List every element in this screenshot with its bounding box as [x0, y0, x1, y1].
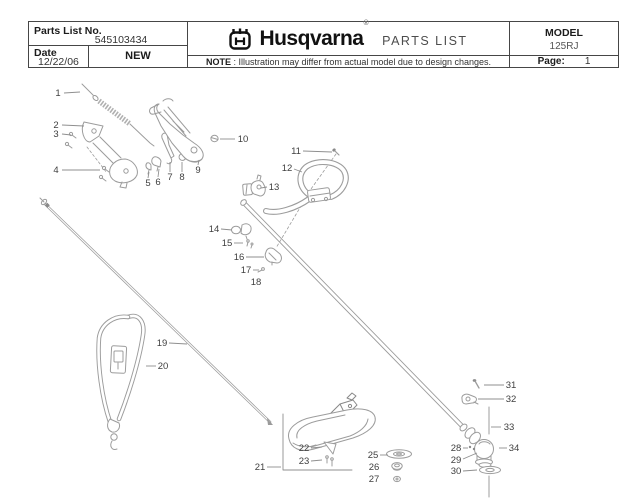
part-nut-10	[211, 135, 218, 141]
brand-cell	[188, 19, 509, 55]
husqvarna-crown-icon	[229, 28, 251, 50]
part-handle-half-left	[82, 122, 137, 188]
part-trigger-6	[152, 157, 161, 171]
model-cell	[509, 22, 618, 55]
callout-leader-29	[463, 453, 477, 459]
callout-number-33: 33	[503, 422, 515, 434]
part-nut-26	[392, 463, 402, 471]
part-screws-15	[247, 240, 253, 248]
part-shaft-tube	[240, 199, 469, 433]
part-clamp-14	[232, 224, 252, 239]
part-trigger-lock-5	[146, 163, 151, 174]
part-gear-head	[463, 407, 500, 497]
callout-leader-23	[311, 460, 322, 461]
note-label: NOTE	[206, 56, 232, 67]
callout-number-14: 14	[208, 224, 220, 236]
parts-list-label: Parts List No.	[34, 25, 102, 37]
callout-number-3: 3	[53, 129, 59, 141]
callout-leader-30	[463, 470, 477, 471]
callout-number-17: 17	[240, 265, 252, 277]
status-cell	[89, 46, 188, 67]
callout-number-20: 20	[157, 361, 169, 373]
note-bar	[188, 55, 509, 67]
document-title: PARTS LIST	[382, 33, 468, 48]
callout-leader-19	[169, 343, 187, 344]
callout-number-30: 30	[450, 466, 462, 478]
callout-number-26: 26	[368, 462, 380, 474]
callout-number-18: 18	[250, 277, 262, 289]
callout-number-5: 5	[145, 178, 151, 190]
callout-number-29: 29	[450, 455, 462, 467]
note-text: : Illustration may differ from actual model due to design changes.	[231, 56, 491, 67]
part-screws-4	[99, 166, 109, 181]
callout-number-10: 10	[237, 134, 249, 146]
callout-leader-14	[221, 229, 232, 230]
callout-number-13: 13	[268, 182, 280, 194]
registered-trademark: ®	[363, 19, 369, 27]
page-cell	[509, 55, 618, 67]
callout-leader-11	[303, 151, 332, 152]
brand-wordmark: Husqvarna®	[259, 19, 369, 50]
callout-number-32: 32	[505, 394, 517, 406]
callout-number-28: 28	[450, 443, 462, 455]
callout-number-8: 8	[179, 172, 185, 184]
callout-number-21: 21	[254, 462, 266, 474]
part-screw-11	[332, 148, 339, 155]
callout-leader-2	[62, 125, 84, 126]
part-shoulder-strap	[99, 316, 144, 449]
part-hanger-16	[265, 248, 281, 265]
page-label: Page:	[537, 56, 565, 67]
callout-number-12: 12	[281, 163, 293, 175]
callout-number-2: 2	[53, 120, 59, 132]
callout-number-34: 34	[508, 443, 520, 455]
callout-layer	[53, 88, 519, 485]
part-handle-half-right	[150, 99, 204, 162]
callout-number-7: 7	[167, 172, 173, 184]
part-screw-31	[473, 379, 479, 388]
part-clamp-13	[243, 175, 266, 196]
callout-number-19: 19	[156, 338, 168, 350]
callout-number-11: 11	[291, 146, 301, 158]
part-guard-assembly	[283, 393, 375, 470]
date-label: Date	[34, 47, 57, 59]
status-badge: NEW	[125, 50, 151, 62]
callout-number-25: 25	[367, 450, 379, 462]
callout-leader-6	[158, 169, 159, 177]
callout-number-9: 9	[195, 165, 201, 177]
callout-number-22: 22	[298, 443, 310, 455]
parts-list-number: 545103434	[94, 34, 148, 46]
callout-number-15: 15	[221, 238, 233, 250]
callout-number-6: 6	[155, 177, 161, 189]
callout-number-27: 27	[368, 474, 380, 486]
callout-number-1: 1	[55, 88, 61, 100]
callout-leader-1	[64, 92, 80, 93]
date-value: 12/22/06	[38, 56, 79, 68]
part-washer-27	[394, 476, 401, 481]
model-label: MODEL	[545, 27, 583, 39]
callout-number-31: 31	[505, 380, 517, 392]
parts-list-number-cell	[29, 22, 188, 46]
date-cell	[29, 46, 89, 67]
callout-number-16: 16	[233, 252, 245, 264]
callout-number-23: 23	[298, 456, 310, 468]
callout-number-4: 4	[53, 165, 59, 177]
header-table	[28, 21, 619, 68]
page-number: 1	[584, 56, 591, 67]
part-washer-25	[387, 450, 412, 458]
model-value: 125RJ	[549, 41, 579, 52]
part-clip-32	[462, 394, 478, 404]
